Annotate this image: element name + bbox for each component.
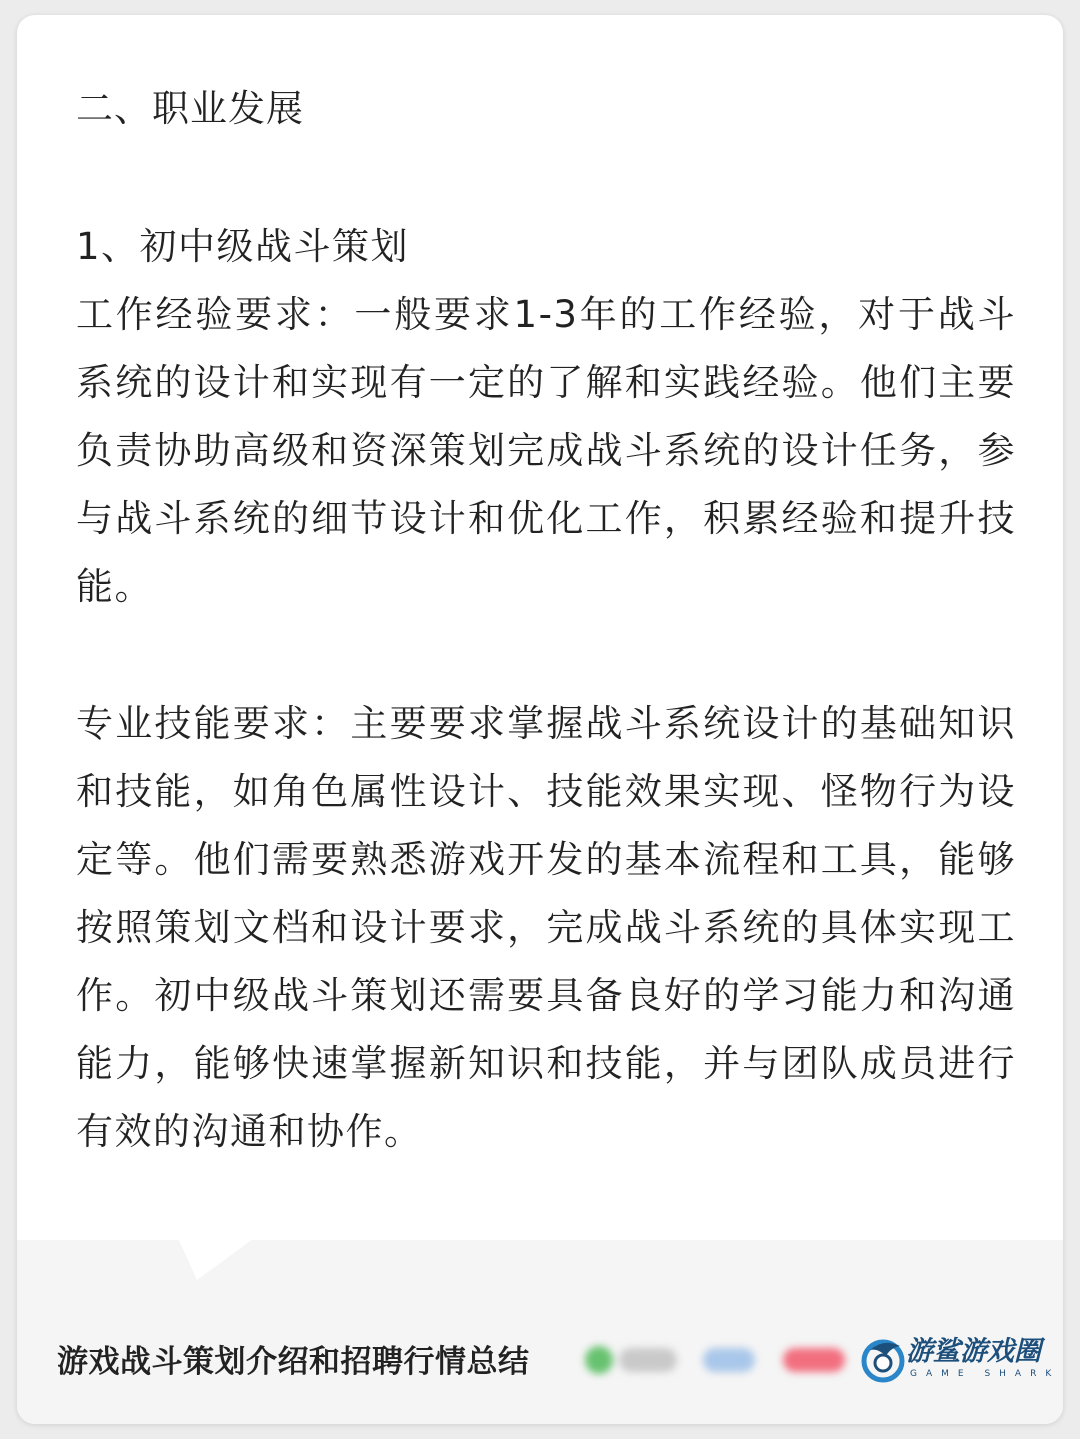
logo-text: 游鲨游戏圈	[906, 1336, 1041, 1367]
wechat-icon	[585, 1346, 613, 1374]
shark-logo-icon	[860, 1336, 906, 1384]
section-title: 二、职业发展	[76, 87, 304, 130]
paragraph-experience: 工作经验要求：一般要求1-3年的工作经验，对于战斗系统的设计和实现有一定的了解和实践经验。他们主要负责协助高级和资深策划完成战斗系统的设计任务，参与战斗系统的细节设计和优化工作，积累经验和提升技能。	[76, 293, 1016, 608]
footer-bar	[17, 1240, 1063, 1424]
xiaohongshu-icon	[783, 1348, 845, 1372]
platform-label	[619, 1348, 677, 1372]
zhihu-icon	[703, 1348, 755, 1372]
footer-title: 游戏战斗策划介绍和招聘行情总结	[57, 1344, 530, 1380]
sub-heading: 1、初中级战斗策划	[76, 225, 410, 268]
logo-subtext: GAME SHARK	[910, 1369, 1061, 1379]
speech-notch-icon	[177, 1236, 257, 1286]
game-shark-logo	[860, 1336, 1061, 1386]
paragraph-skills: 专业技能要求：主要要求掌握战斗系统设计的基础知识和技能，如角色属性设计、技能效果实现、怪物行为设定等。他们需要熟悉游戏开发的基本流程和工具，能够按照策划文档和设计要求，完成战斗系统的具体实现工作。初中级战斗策划还需要具备良好的学习能力和沟通能力，能够快速掌握新知识和技能，并与团队成员进行有效的沟通和协作。	[76, 702, 1016, 1153]
article-card	[17, 15, 1063, 1424]
